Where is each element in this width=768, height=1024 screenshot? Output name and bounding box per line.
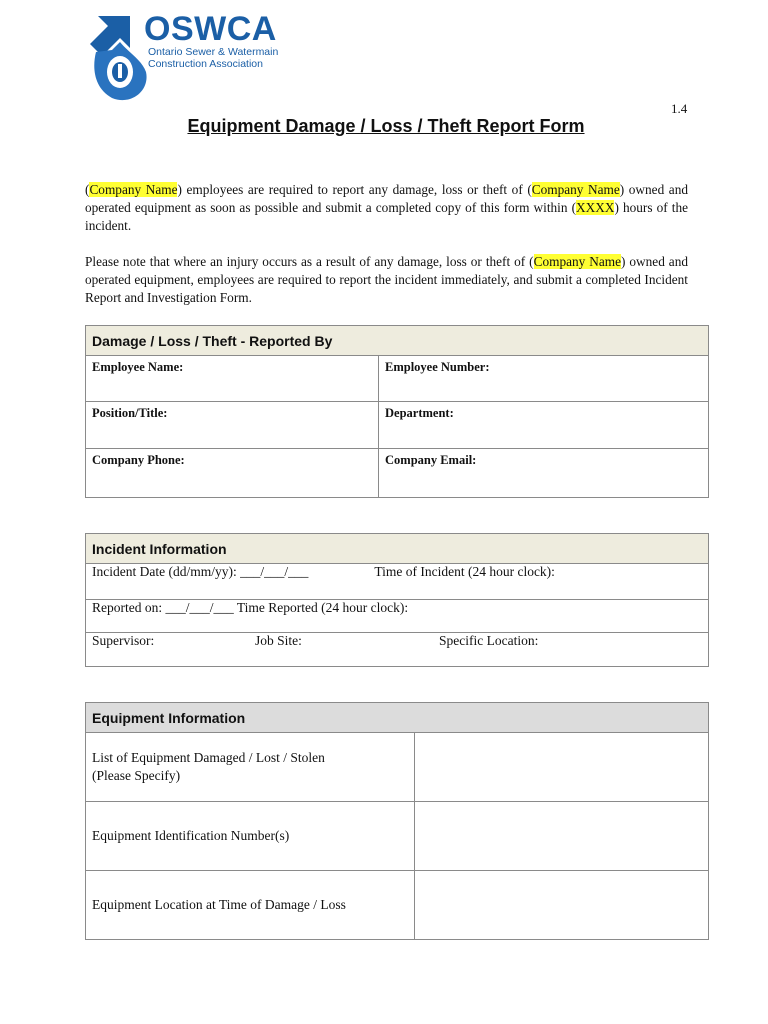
intro-paragraph-1: [85, 181, 688, 235]
company-email-field[interactable]: Company Email:: [379, 449, 709, 498]
hours-placeholder: XXXX: [576, 200, 615, 215]
equipment-id-label: Equipment Identification Number(s): [86, 802, 415, 871]
page-number: 1.4: [671, 101, 688, 116]
company-phone-field[interactable]: Company Phone:: [86, 449, 379, 498]
reported-by-header: Damage / Loss / Theft - Reported By: [86, 326, 709, 356]
position-title-field[interactable]: Position/Title:: [86, 402, 379, 449]
equipment-location-input[interactable]: [415, 871, 709, 940]
equipment-info-header: Equipment Information: [86, 703, 709, 733]
oswca-logo: [82, 8, 302, 104]
equipment-info-table: [85, 702, 709, 940]
logo-subtitle-line2: Construction Association: [148, 58, 263, 70]
incident-info-table: [85, 533, 709, 667]
equipment-list-label-line2: (Please Specify): [92, 768, 181, 783]
time-of-incident-field[interactable]: Time of Incident (24 hour clock):: [374, 564, 555, 579]
equipment-list-label: [86, 733, 415, 802]
company-name-placeholder: Company Name: [531, 182, 620, 197]
logo-title: OSWCA: [144, 10, 277, 48]
logo-subtitle-line1: Ontario Sewer & Watermain: [148, 46, 279, 58]
employee-number-field[interactable]: Employee Number:: [379, 356, 709, 402]
employee-name-field[interactable]: Employee Name:: [86, 356, 379, 402]
text-fragment: ) hours of the incident.: [85, 200, 688, 233]
text-fragment: ) owned and operated equipment, employees are required to report the incident immediately, and submit a completed Incident Report and Investigation Form.: [85, 254, 688, 305]
page-title: Equipment Damage / Loss / Theft Report Form: [187, 116, 585, 136]
reported-on-field[interactable]: Reported on: ___/___/___ Time Reported (24 hour clock):: [86, 600, 709, 633]
supervisor-row[interactable]: [86, 633, 709, 667]
company-name-placeholder: Company Name: [533, 254, 622, 269]
text-fragment: Please note that where an injury occurs as a result of any damage, loss or theft of (: [85, 254, 534, 269]
department-field[interactable]: Department:: [379, 402, 709, 449]
equipment-id-input[interactable]: [415, 802, 709, 871]
job-site-field[interactable]: Job Site:: [255, 633, 302, 648]
company-name-placeholder: Company Name: [89, 182, 178, 197]
reported-by-table: [85, 325, 709, 498]
text-fragment: (: [85, 182, 90, 197]
incident-date-row[interactable]: [86, 564, 709, 600]
specific-location-field[interactable]: Specific Location:: [439, 633, 539, 648]
text-fragment: ) owned and operated equipment as soon as possible and submit a completed copy of this form within (: [85, 182, 689, 215]
equipment-list-input[interactable]: [415, 733, 709, 802]
incident-date-field[interactable]: Incident Date (dd/mm/yy): ___/___/___: [92, 564, 309, 579]
supervisor-field[interactable]: Supervisor:: [92, 633, 155, 648]
logo-subtitle: [148, 46, 308, 70]
equipment-list-label-line1: List of Equipment Damaged / Lost / Stolen: [92, 750, 325, 765]
incident-info-header: Incident Information: [86, 534, 709, 564]
intro-paragraph-2: [85, 253, 688, 307]
text-fragment: ) employees are required to report any damage, loss or theft of (: [177, 182, 532, 197]
equipment-location-label: Equipment Location at Time of Damage / Loss: [86, 871, 415, 940]
